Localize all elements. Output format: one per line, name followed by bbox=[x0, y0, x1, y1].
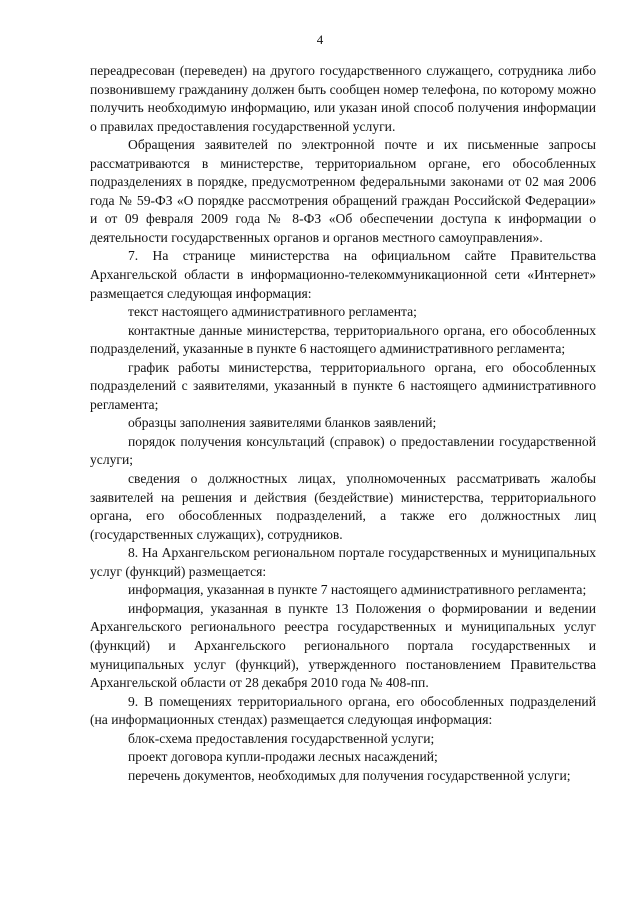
paragraph: текст настоящего административного регламента; bbox=[128, 304, 417, 320]
paragraph: контактные данные министерства, территориального органа, его обособленных подразделений, указанные в пункте 6 настоящего административного регламента; bbox=[90, 322, 596, 357]
paragraph: блок-схема предоставления государственной услуги; bbox=[128, 730, 435, 746]
paragraph: проект договора купли-продажи лесных насаждений; bbox=[128, 749, 438, 765]
paragraph: 7. На странице министерства на официальном сайте Правительства Архангельской области в информационно-телекоммуникационной сети «Интернет» размещается следующая информация: bbox=[90, 248, 596, 301]
paragraph: информация, указанная в пункте 7 настоящего административного регламента; bbox=[128, 582, 587, 598]
paragraph: перечень документов, необходимых для получения государственной услуги; bbox=[128, 767, 571, 783]
paragraph: 8. На Архангельском региональном портале государственных и муниципальных услуг (функций) размещается: bbox=[90, 545, 596, 579]
paragraph: образцы заполнения заявителями бланков заявлений; bbox=[128, 415, 437, 431]
paragraph: информация, указанная в пункте 13 Положения о формировании и ведении Архангельского регионального реестра государственных и муниципальных услуг (функций) и Архангельского регионального портала государственных и муниципальных услуг (функций), утвержденного постановлением Правительства Архангельской области от 28 декабря 2010 года № 408-пп. bbox=[90, 600, 596, 691]
paragraph: график работы министерства, территориального органа, его обособленных подразделений с заявителями, указанный в пункте 6 настоящего административного регламента; bbox=[90, 359, 596, 412]
paragraph: сведения о должностных лицах, уполномоченных рассматривать жалобы заявителей на решения и действия (бездействие) министерства, территориального органа, его обособленных подразделений, а также его должностных лиц (государственных служащих), сотрудников. bbox=[90, 471, 596, 542]
paragraph: переадресован (переведен) на другого государственного служащего, сотрудника либо позвонившему гражданину должен быть сообщен номер телефона, по которому можно получить необходимую информацию, или указан иной способ получения информации о правилах предоставления государственной услуги. bbox=[90, 63, 596, 134]
paragraph: Обращения заявителей по электронной почте и их письменные запросы рассматриваются в министерстве, территориальном органе, его обособленных подразделениях в порядке, предусмотренном федеральными законами от 02 мая 2006 года № 59-ФЗ «О порядке рассмотрения обращений граждан Российской Федерации» и от 09 февраля 2009 года № 8-ФЗ «Об обеспечении доступа к информации о деятельности государственных органов и органов местного самоуправления». bbox=[90, 137, 596, 245]
document-body bbox=[90, 62, 596, 785]
paragraph: порядок получения консультаций (справок) о предоставлении государственной услуги; bbox=[90, 433, 596, 468]
page-number: 4 bbox=[316, 32, 324, 47]
paragraph: 9. В помещениях территориального органа, его обособленных подразделений (на информационных стендах) размещается следующая информация: bbox=[90, 693, 596, 728]
